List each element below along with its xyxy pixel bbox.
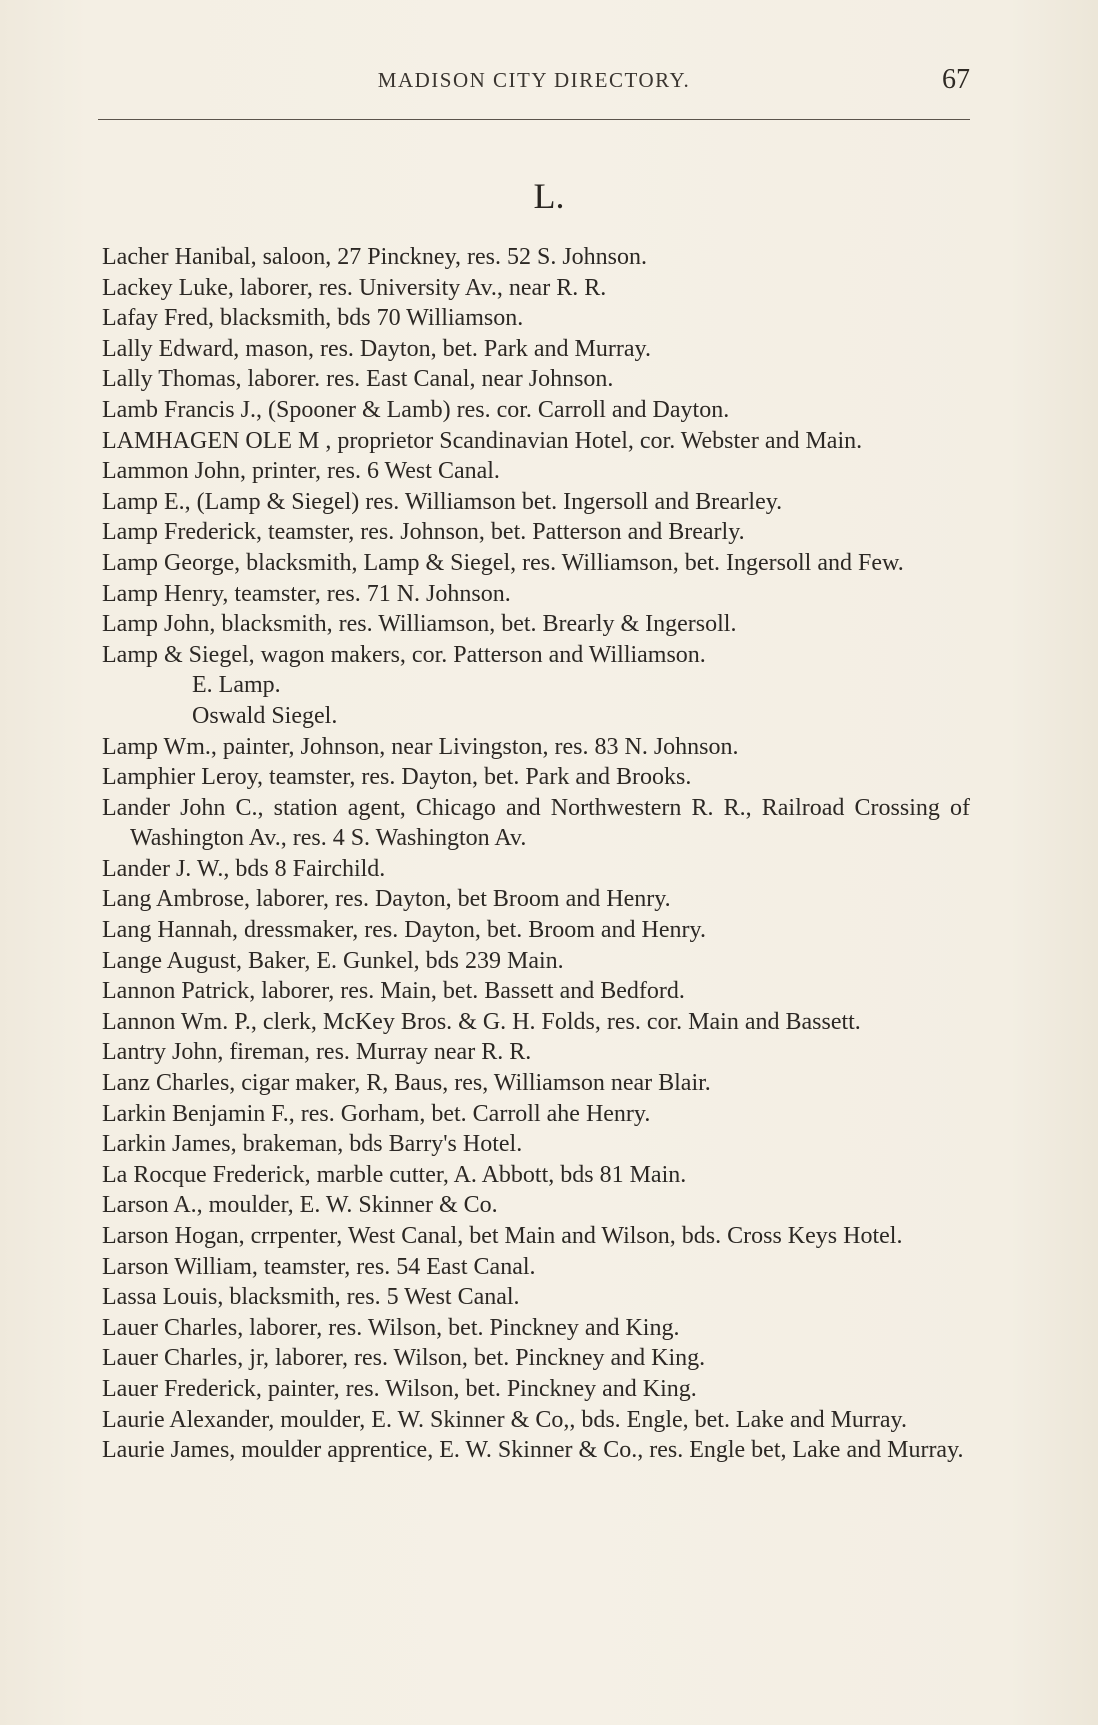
directory-entry: Larson Hogan, crrpenter, West Canal, bet Main and Wilson, bds. Cross Keys Hotel.: [102, 1223, 903, 1249]
directory-entry: Laurie Alexander, moulder, E. W. Skinner & Co,, bds. Engle, bet. Lake and Murray.: [102, 1406, 907, 1433]
directory-entries: [102, 242, 970, 1466]
directory-entry: Larson William, teamster, res. 54 East Canal.: [102, 1253, 536, 1280]
directory-sub-entry: Oswald Siegel.: [192, 702, 338, 729]
directory-entry: Lannon Wm. P., clerk, McKey Bros. & G. H. Folds, res. cor. Main and Bassett.: [102, 1008, 861, 1035]
directory-sub-entry: E. Lamp.: [192, 672, 281, 699]
directory-entry: Lange August, Baker, E. Gunkel, bds 239 Main.: [102, 947, 564, 974]
directory-entry: Lally Thomas, laborer. res. East Canal, near Johnson.: [102, 366, 614, 393]
section-letter: L.: [533, 176, 565, 216]
directory-entry: Lackey Luke, laborer, res. University Av., near R. R.: [102, 274, 607, 301]
directory-entry: Lamp John, blacksmith, res. Williamson, bet. Brearly & Ingersoll.: [102, 611, 737, 638]
directory-entry: Lafay Fred, blacksmith, bds 70 Williamson.: [102, 305, 524, 332]
directory-entry: Lang Hannah, dressmaker, res. Dayton, bet. Broom and Henry.: [102, 917, 706, 944]
directory-entry: Lamb Francis J., (Spooner & Lamb) res. cor. Carroll and Dayton.: [102, 396, 730, 423]
directory-entry: Lamp E., (Lamp & Siegel) res. Williamson bet. Ingersoll and Brearley.: [102, 488, 783, 515]
running-title: MADISON CITY DIRECTORY.: [377, 68, 691, 92]
directory-entry: Larkin Benjamin F., res. Gorham, bet. Carroll ahe Henry.: [102, 1100, 651, 1127]
directory-entry: Lamp Frederick, teamster, res. Johnson, bet. Patterson and Brearly.: [102, 519, 745, 546]
directory-entry: Lauer Frederick, painter, res. Wilson, bet. Pinckney and King.: [102, 1375, 697, 1402]
directory-entry: Lander John C., station agent, Chicago and Northwestern R. R., Railroad Crossing of Washington Av., res. 4 S. Washington Av.: [102, 794, 970, 852]
page-number: 67: [942, 64, 970, 95]
directory-entry: Larson A., moulder, E. W. Skinner & Co.: [102, 1192, 498, 1219]
directory-entry: Lamp Wm., painter, Johnson, near Livingston, res. 83 N. Johnson.: [102, 733, 739, 760]
directory-entry: Laurie James, moulder apprentice, E. W. Skinner & Co., res. Engle bet, Lake and Murray.: [102, 1437, 964, 1464]
directory-entry: Lander J. W., bds 8 Fairchild.: [102, 855, 386, 882]
directory-entry: Lamphier Leroy, teamster, res. Dayton, bet. Park and Brooks.: [102, 764, 692, 791]
directory-entry: Lally Edward, mason, res. Dayton, bet. Park and Murray.: [102, 335, 651, 362]
running-head: [98, 64, 970, 98]
directory-entry: Lamp & Siegel, wagon makers, cor. Patterson and Williamson.: [102, 641, 706, 668]
directory-entry: Lauer Charles, jr, laborer, res. Wilson, bet. Pinckney and King.: [102, 1345, 706, 1372]
directory-entry: Lassa Louis, blacksmith, res. 5 West Canal.: [102, 1284, 520, 1311]
directory-entry: Larkin James, brakeman, bds Barry's Hotel.: [102, 1131, 523, 1158]
directory-entry: Lang Ambrose, laborer, res. Dayton, bet Broom and Henry.: [102, 886, 671, 913]
header-rule: [98, 119, 970, 120]
directory-entry: Lauer Charles, laborer, res. Wilson, bet. Pinckney and King.: [102, 1314, 680, 1341]
directory-entry: Lantry John, fireman, res. Murray near R. R.: [102, 1039, 532, 1066]
directory-entry: Lamp George, blacksmith, Lamp & Siegel, res. Williamson, bet. Ingersoll and Few.: [102, 549, 904, 576]
directory-entry: Lammon John, printer, res. 6 West Canal.: [102, 458, 500, 485]
directory-entry: Lannon Patrick, laborer, res. Main, bet. Bassett and Bedford.: [102, 978, 685, 1005]
directory-entry: Lanz Charles, cigar maker, R, Baus, res, Williamson near Blair.: [102, 1070, 711, 1097]
directory-entry: La Rocque Frederick, marble cutter, A. Abbott, bds 81 Main.: [102, 1161, 687, 1188]
directory-entry: Lamp Henry, teamster, res. 71 N. Johnson.: [102, 580, 511, 607]
directory-entry: LAMHAGEN OLE M , proprietor Scandinavian Hotel, cor. Webster and Main.: [102, 427, 863, 454]
directory-entry: Lacher Hanibal, saloon, 27 Pinckney, res. 52 S. Johnson.: [102, 244, 648, 270]
